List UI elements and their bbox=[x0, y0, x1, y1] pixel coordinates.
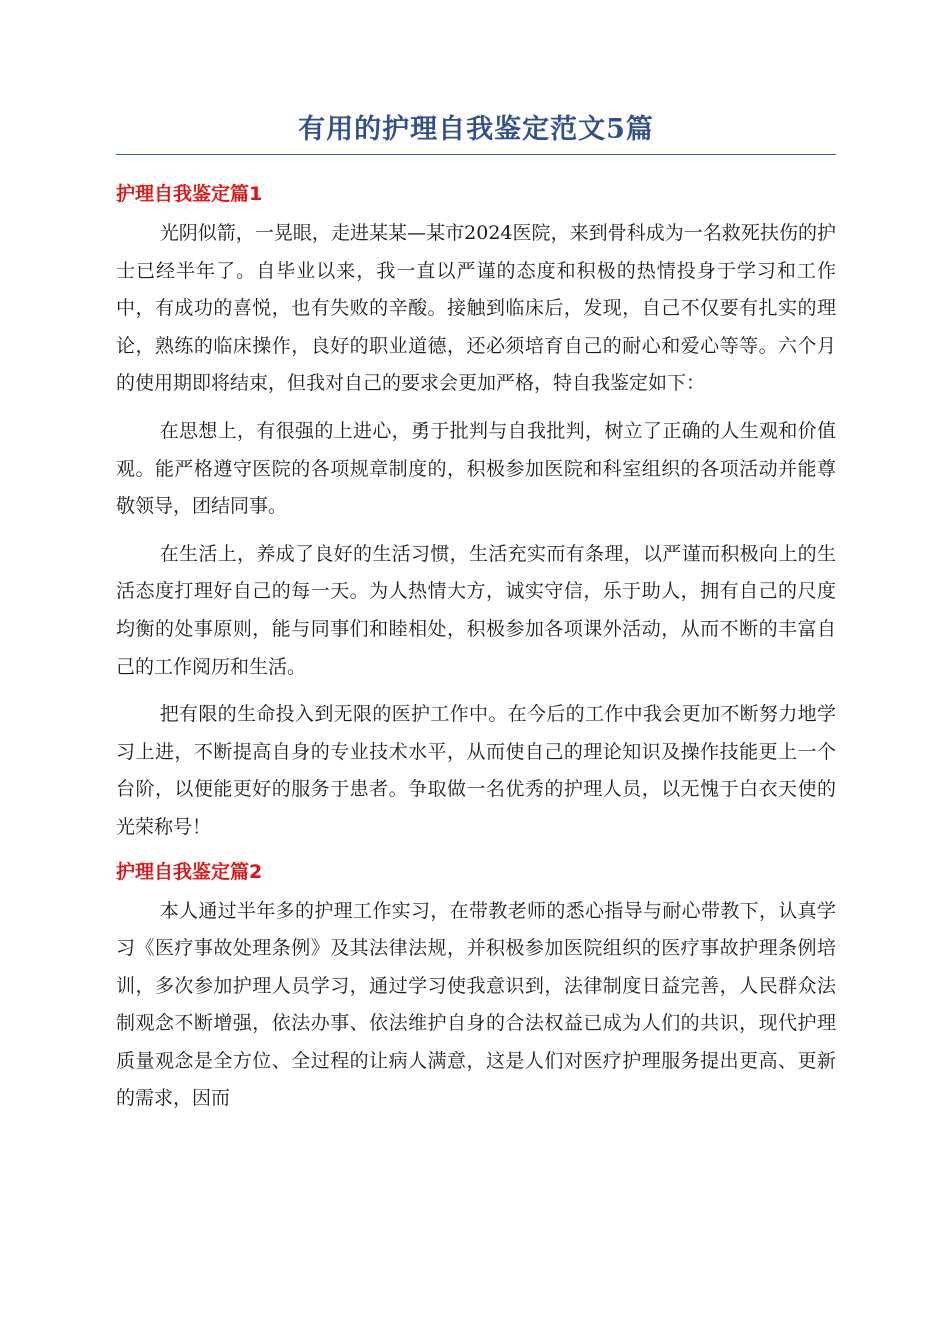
paragraph: 本人通过半年多的护理工作实习，在带教老师的悉心指导与耐心带教下，认真学习《医疗事故处理条例》及其法律法规，并积极参加医院组织的医疗事故护理条例培训，多次参加护理人员学习，通过学习使我意识到，法律制度日益完善，人民群众法制观念不断增强，依法办事、依法维护自身的合法权益已成为人们的共识，现代护理质量观念是全方位、全过程的让病人满意，这是人们对医疗护理服务提出更高、更新的需求，因而 bbox=[116, 899, 836, 1110]
paragraph: 把有限的生命投入到无限的医护工作中。在今后的工作中我会更加不断努力地学习上进，不断提高自身的专业技术水平，从而使自己的理论知识及操作技能更上一个台阶，以便能更好的服务于患者。争取做一名优秀的护理人员，以无愧于白衣天使的光荣称号！ bbox=[116, 703, 836, 838]
paragraph: 在思想上，有很强的上进心，勇于批判与自我批判，树立了正确的人生观和价值观。能严格遵守医院的各项规章制度的，积极参加医院和科室组织的各项活动并能尊敬领导，团结同事。 bbox=[116, 419, 836, 518]
section-heading-2: 护理自我鉴定篇2 bbox=[116, 860, 263, 883]
section-heading-1: 护理自我鉴定篇1 bbox=[116, 183, 263, 205]
paragraph: 在生活上，养成了良好的生活习惯，生活充实而有条理，以严谨而积极向上的生活态度打理好自己的每一天。为人热情大方，诚实守信，乐于助人，拥有自己的尺度均衡的处事原则，能与同事们和睦相处，积极参加各项课外活动，从而不断的丰富自己的工作阅历和生活。 bbox=[116, 542, 836, 678]
document-page bbox=[116, 112, 836, 1118]
paragraph: 光阴似箭，一晃眼，走进某某—某市2024医院，来到骨科成为一名救死扶伤的护士已经半年了。自毕业以来，我一直以严谨的态度和积极的热情投身于学习和工作中，有成功的喜悦，也有失败的辛酸。接触到临床后，发现，自己不仅要有扎实的理论，熟练的临床操作，良好的职业道德，还必须培育自己的耐心和爱心等等。六个月的使用期即将结束，但我对自己的要求会更加严格，特自我鉴定如下： bbox=[116, 222, 836, 395]
document-title: 有用的护理自我鉴定范文5篇 bbox=[116, 112, 836, 155]
